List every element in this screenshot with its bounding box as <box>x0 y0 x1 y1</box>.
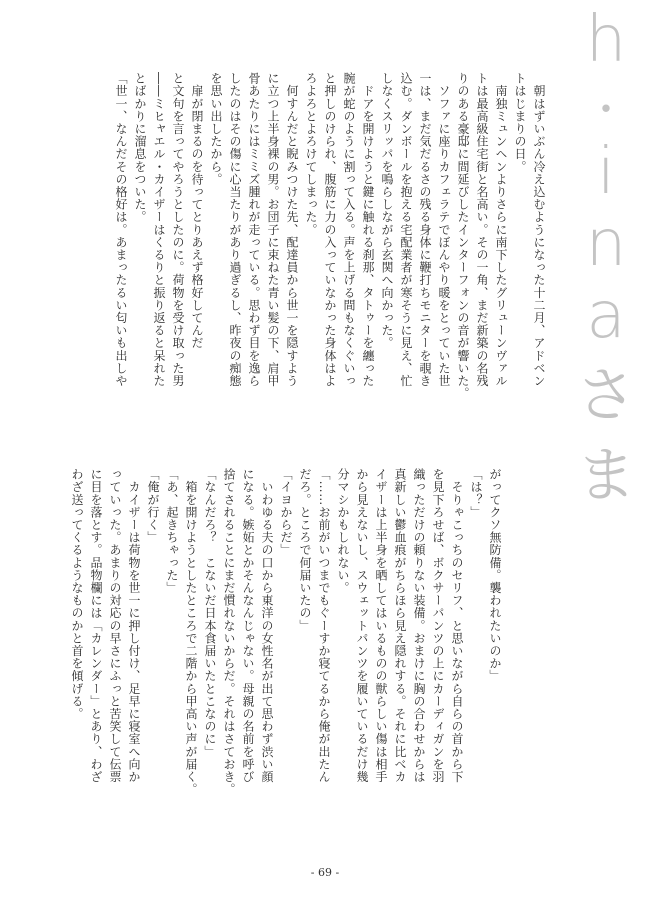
text-line: ドアを開けようと鍵に触れる刹那、タトゥーを纏った <box>361 72 375 387</box>
text-line: イザーは上半身を晒してはいるものの獣らしい傷は相手 <box>374 468 388 783</box>
text-line: トはじまりの日。 <box>513 72 527 173</box>
text-line: に目を落とす。品物欄には「カレンダー」とあり、わざ <box>89 468 103 783</box>
text-line: 「世一、なんだその格好は。あまったるい匂いも出しや <box>114 72 128 387</box>
text-line: がってクソ無防備。襲われたいのか」 <box>488 468 502 683</box>
text-line: だろ。ところで何届いたの」 <box>298 468 312 632</box>
text-line: 「イヨからだ」 <box>279 468 293 557</box>
text-line: したのはその傷に心当たりがあり過ぎるし、昨夜の痴態 <box>228 72 242 387</box>
text-line: 「……お前がいつまでもぐーすか寝てるから俺が出たん <box>317 468 331 783</box>
text-line: 扉が閉まるのを待ってとりあえず格好してんだ <box>190 72 204 350</box>
text-line: 捨てされることにまだ慣れないからだ。それはさておき。 <box>222 468 236 796</box>
text-line: と文句を言ってやろうとしたのに。荷物を受け取った男 <box>171 72 185 387</box>
text-line: トは最高級住宅街と名高い。その一角、まだ新築の名残 <box>475 72 489 387</box>
text-line: しなくスリッパを鳴らしながら玄関へ向かった。 <box>380 72 394 350</box>
side-title-char: さ <box>576 361 636 431</box>
text-line: 「は？」 <box>469 468 483 519</box>
text-line: わざ送ってくるようなものかと首を傾げる。 <box>70 468 84 720</box>
text-line: 「俺が行く」 <box>146 468 160 544</box>
text-line: いわゆる夫の口から東洋の女性名が出て思わず渋い顔 <box>260 468 274 783</box>
text-line: ――ミヒャエル・カイザーはくるりと振り返ると呆れた <box>152 72 166 387</box>
side-title-char: n <box>585 207 627 281</box>
text-line: 込む。ダンボールを抱える宅配業者が寒そうに見え、忙 <box>399 72 413 387</box>
side-title-char: ま <box>576 441 636 511</box>
text-line: 朝はずいぶん冷え込むようになった十二月、アドベン <box>532 72 546 387</box>
text-line: 骨あたりにはミミズ腫れが走っている。思わず目を逸ら <box>247 72 261 387</box>
side-title-char: ・ <box>586 87 626 133</box>
text-line: っていった。あまりの対応の早さにふっと苦笑して伝票 <box>108 468 122 783</box>
text-line: 箱を開けようとしたところで二階から甲高い声が届く。 <box>184 468 198 796</box>
page-number: - 69 - <box>310 866 340 879</box>
text-line: ソファに座りカフェラテでぼんやり暖をとっていた世 <box>437 72 451 387</box>
side-title-char: i <box>597 135 615 209</box>
text-line: に立つ上半身裸の男。お団子に束ねた青い髪の下、肩甲 <box>266 72 280 387</box>
text-line: 織っただけの頼りない装備。おまけに胸の合わせからは <box>412 468 426 783</box>
text-line: りのある豪邸に間延びしたインターフォンの音が響いた。 <box>456 72 470 400</box>
text-line: になる。嫉妬とかそんなんじゃない。母親の名前を呼び <box>241 468 255 783</box>
text-line: と押しのけられ、腹筋に力の入っていなかった身体はよ <box>323 72 337 387</box>
text-line: 「あ、起きちゃった」 <box>165 468 179 594</box>
text-line: 腕が蛇のように割って入る。声を上げる間もなくぐいっ <box>342 72 356 387</box>
text-line: 一は、まだ気だるさの残る身体に鞭打ちモニターを覗き <box>418 72 432 387</box>
text-line: 分マシかもしれない。 <box>336 468 350 594</box>
text-line: とばかりに溜息をついた。 <box>133 72 147 224</box>
text-line: 真新しい鬱血痕がちらほら見え隠れする。それに比べカ <box>393 468 407 783</box>
text-line: カイザーは荷物を世一に押し付け、足早に寝室へ向か <box>127 468 141 783</box>
text-line: 何すんだと睨みつけた先、配達員から世一を隠すよう <box>285 72 299 387</box>
text-line: そりゃこっちのセリフ、と思いながら自らの首から下 <box>450 468 464 783</box>
text-line: から見えないし、スウェットパンツを履いているだけ幾 <box>355 468 369 783</box>
text-line: を見下ろせば、ボクサーパンツの上にカーディガンを羽 <box>431 468 445 783</box>
text-line: 南独ミュンヘンよりさらに南下したグリューンヴァル <box>494 72 508 387</box>
side-title <box>568 3 644 598</box>
text-line: 「なんだろ？ こないだ日本食届いたとこなのに」 <box>203 468 217 758</box>
side-title-char: a <box>586 279 626 353</box>
text-block-bottom <box>70 468 504 814</box>
text-line: ろよろとよろけてしまった。 <box>304 72 318 236</box>
side-title-char: h <box>585 3 627 77</box>
text-block-top <box>102 72 548 444</box>
text-line: を思い出したから。 <box>209 72 223 186</box>
